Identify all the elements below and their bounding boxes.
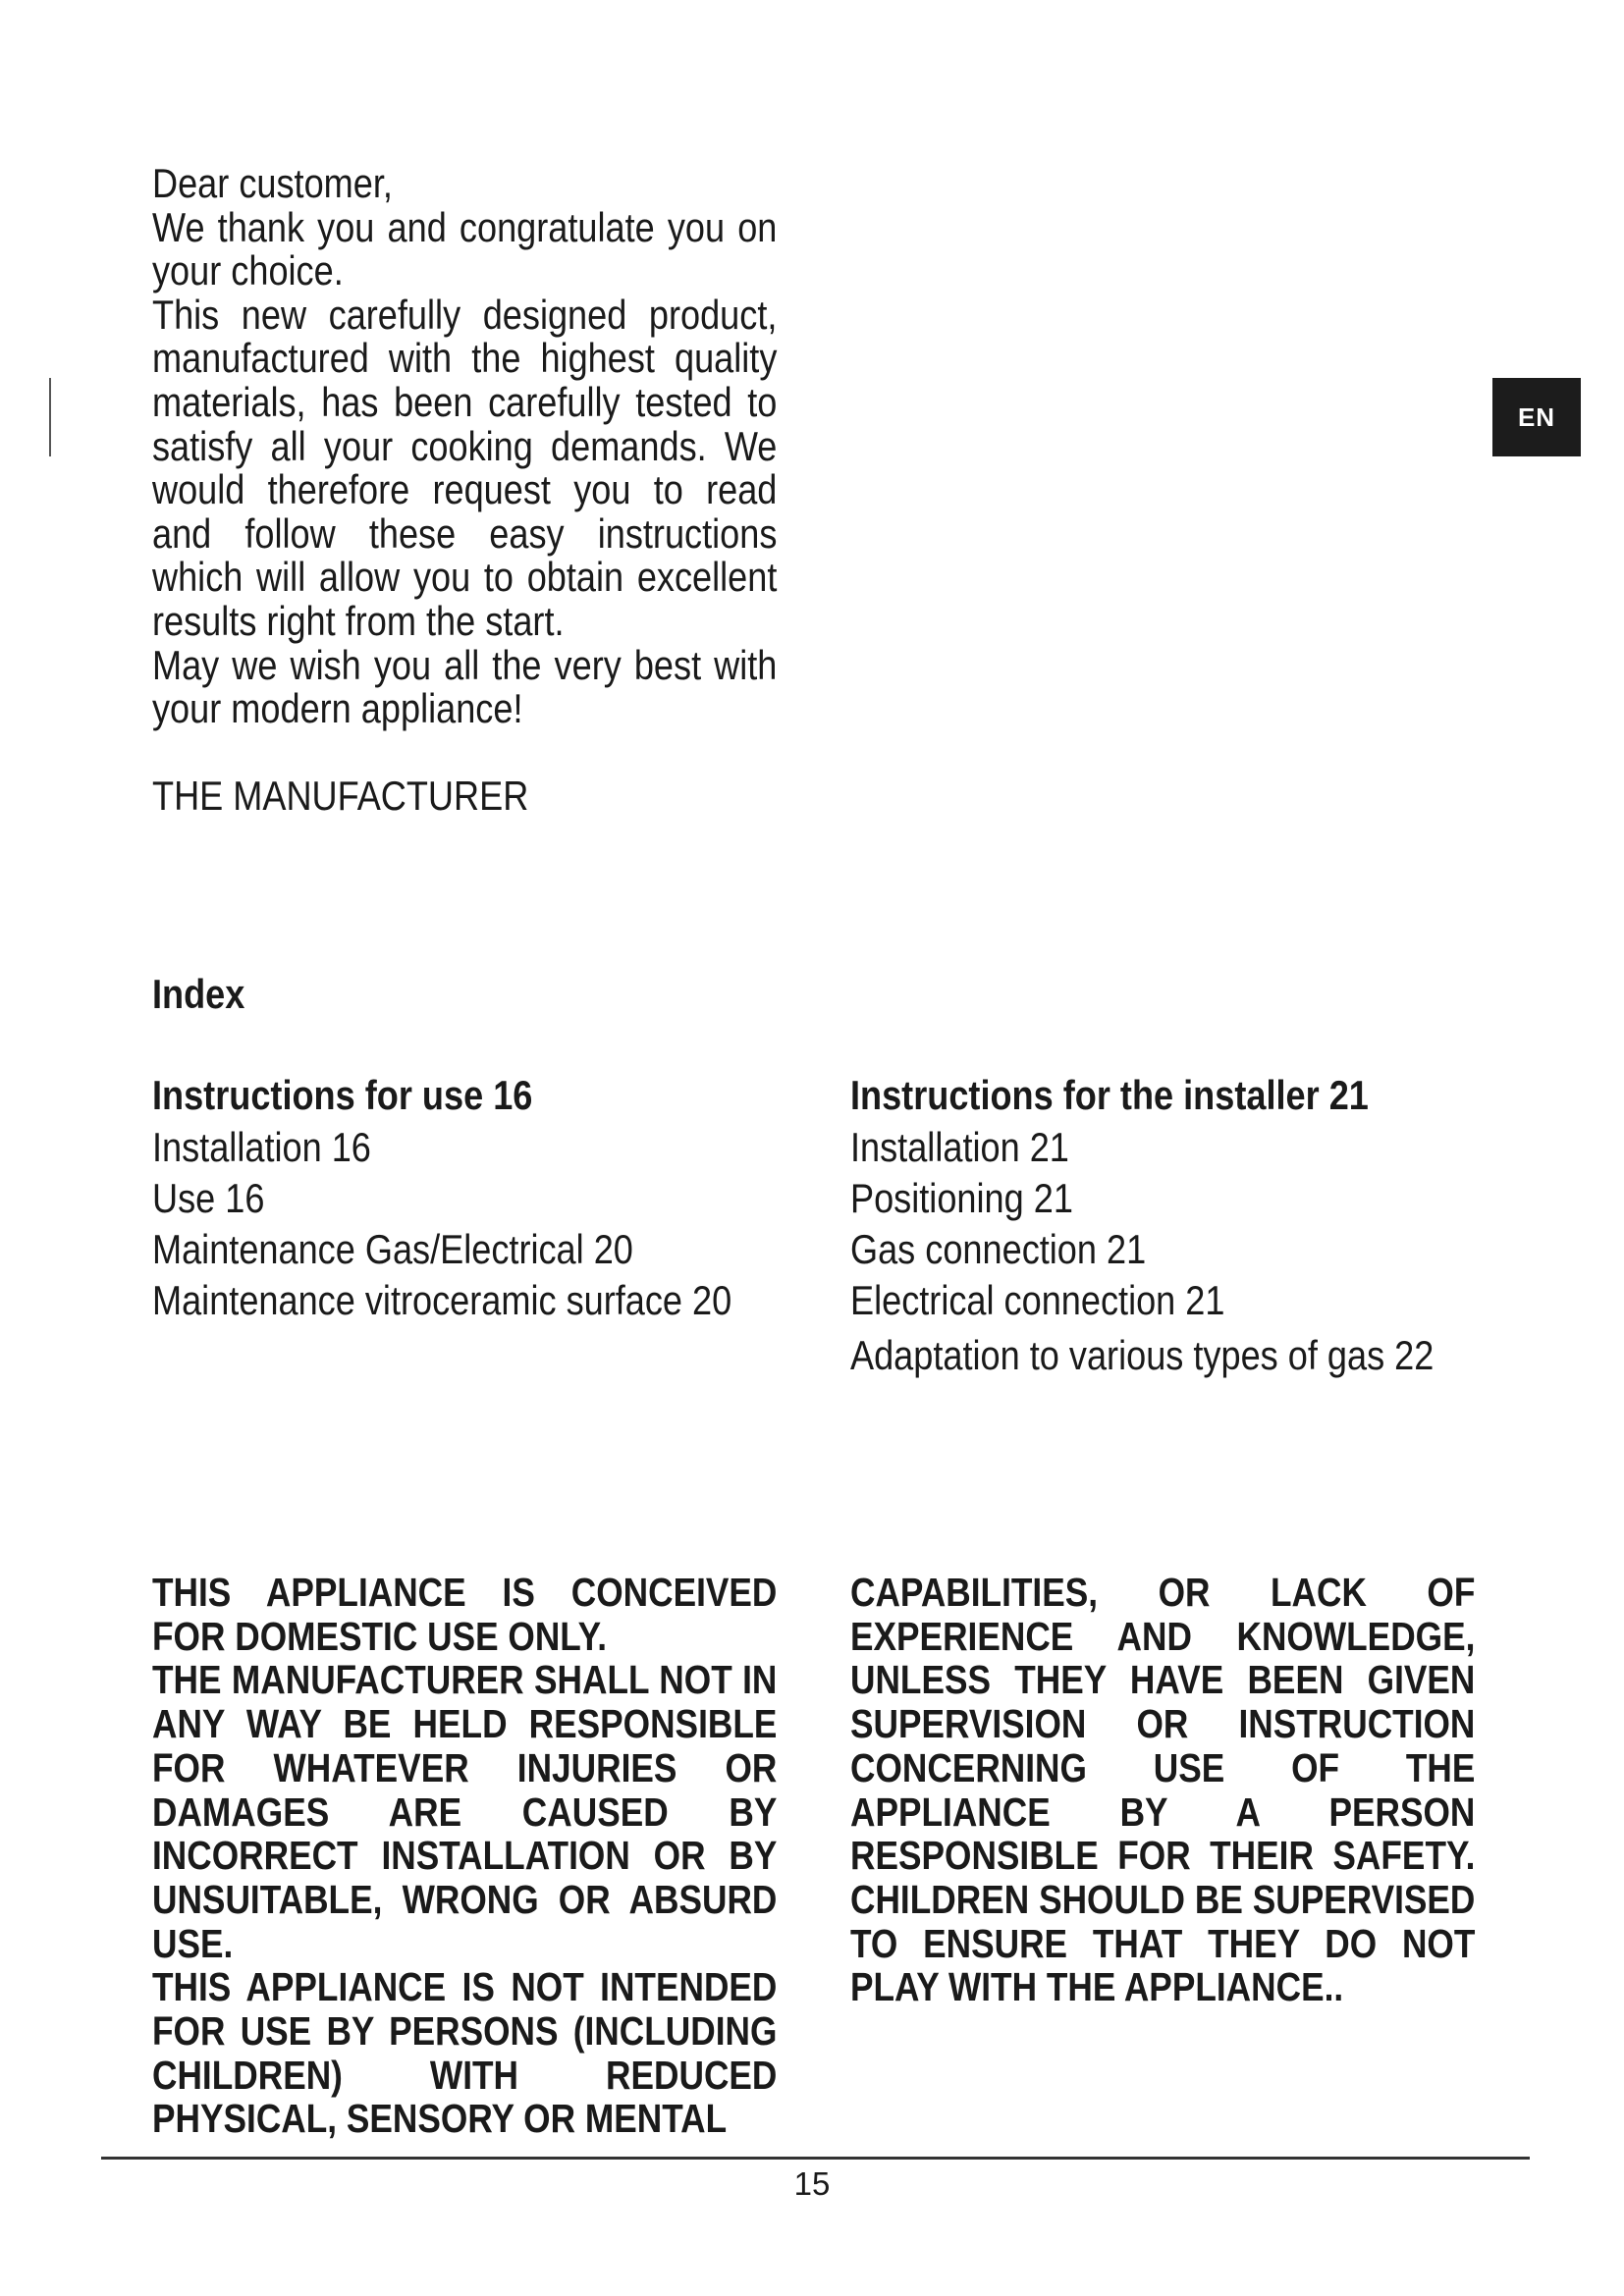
index-title: Index bbox=[152, 971, 245, 1017]
safety-warning-right bbox=[850, 1571, 1475, 2009]
language-tab: EN bbox=[1492, 378, 1581, 456]
index-entry: Maintenance vitroceramic surface 20 bbox=[152, 1277, 732, 1323]
page-number: 15 bbox=[793, 2165, 831, 2202]
warning-paragraph: THIS APPLIANCE IS NOT INTENDED FOR USE BY PERSONS (INCLUDING CHILDREN) WITH REDUCED PHYSICAL, SENSORY OR MENTAL bbox=[152, 1964, 778, 2142]
safety-warning-left bbox=[152, 1571, 777, 2141]
intro-letter bbox=[152, 162, 777, 818]
warning-paragraph: THE MANUFACTURER SHALL NOT IN ANY WAY BE HELD RESPONSIBLE FOR WHATEVER INJURIES OR DAMAGES ARE CAUSED BY INCORRECT INSTALLATION OR BY UNSUITABLE, WRONG OR ABSURD USE. bbox=[152, 1657, 778, 1966]
index-heading-installer: Instructions for the installer 21 bbox=[850, 1072, 1369, 1118]
index-entry: Gas connection 21 bbox=[850, 1226, 1147, 1272]
index-entry: Use 16 bbox=[152, 1175, 265, 1221]
index-column-installer bbox=[850, 1070, 1543, 1381]
index-entry: Installation 21 bbox=[850, 1124, 1069, 1170]
intro-paragraph: May we wish you all the very best with your modern appliance! bbox=[152, 641, 778, 732]
index-column-use bbox=[152, 1070, 844, 1326]
warning-paragraph: THIS APPLIANCE IS CONCEIVED FOR DOMESTIC USE ONLY. bbox=[152, 1570, 778, 1659]
warning-paragraph: CAPABILITIES, OR LACK OF EXPERIENCE AND KNOWLEDGE, UNLESS THEY HAVE BEEN GIVEN SUPERVISION OR INSTRUCTION CONCERNING USE OF THE APPLIANCE BY A PERSON RESPONSIBLE FOR THEIR SAFETY. CHILDREN SHOULD BE SUPERVISED TO ENSURE THAT THEY DO NOT PLAY WITH THE APPLIANCE.. bbox=[850, 1570, 1476, 2010]
intro-paragraph: This new carefully designed product, manufactured with the highest quality materials, has been carefully tested to satisfy all your cooking demands. We would therefore request you to read and follow these easy instructions which will allow you to obtain excellent results right from the start. bbox=[152, 291, 778, 644]
intro-paragraph: Dear customer, bbox=[152, 160, 393, 206]
intro-signature: THE MANUFACTURER bbox=[152, 772, 529, 819]
index-entry: Installation 16 bbox=[152, 1124, 371, 1170]
index-entry: Adaptation to various types of gas 22 bbox=[850, 1332, 1435, 1378]
footer-divider bbox=[101, 2157, 1530, 2160]
intro-paragraph: We thank you and congratulate you on your choice. bbox=[152, 203, 778, 294]
index-entry: Electrical connection 21 bbox=[850, 1277, 1225, 1323]
index-entry: Positioning 21 bbox=[850, 1175, 1073, 1221]
margin-change-bar bbox=[49, 378, 51, 456]
index-entry: Maintenance Gas/Electrical 20 bbox=[152, 1226, 633, 1272]
index-heading-use: Instructions for use 16 bbox=[152, 1072, 533, 1118]
